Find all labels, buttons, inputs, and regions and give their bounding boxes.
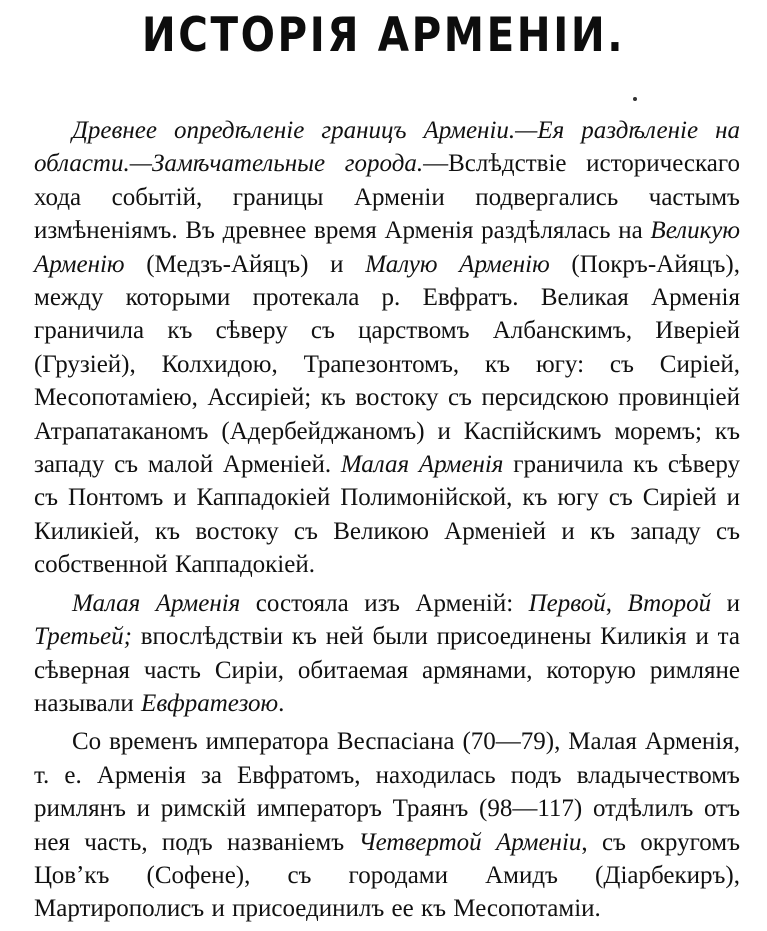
italic-term: Четвертой Арменіи (358, 828, 582, 856)
italic-term: Малую Арменію (365, 250, 550, 278)
italic-term: Евфратезою (141, 689, 279, 717)
body-text (34, 114, 740, 931)
text-run: состояла изъ Арменій: (240, 589, 529, 617)
italic-term: Великую Арменію (34, 217, 740, 278)
text-run: граничила къ сѣверу съ Понтомъ и Каппадокіей Полимонійской, къ югу съ Сиріей и Киликіей, къ востоку съ Великою Арменіей и къ западу съ собственной Каппадокіей. (34, 451, 740, 579)
text-run: Со временъ императора Веспасіана (70—79), Малая Арменія, т. е. Арменія за Евфратомъ, находилась подъ владычествомъ римлянъ и римскій императоръ Траянъ (98—117) отдѣлилъ отъ нея часть, подъ названіемъ (34, 728, 740, 856)
page-title: ИСТОРІЯ АРМЕНІИ. (141, 8, 626, 63)
print-speck (633, 97, 637, 101)
paragraph-2 (34, 587, 740, 721)
paragraph-1 (34, 114, 740, 582)
text-run: (Медзъ-Айяцъ) и (124, 250, 366, 278)
paragraph-heading: Древнее опредѣленіе границъ Арменіи.—Ея раздѣленіе на области.—Замѣчательные города. (34, 117, 740, 178)
text-run: . (278, 689, 285, 717)
text-run: , (605, 589, 628, 617)
text-run: (Покръ-Айяцъ), между которыми протекала р. Евфратъ. Великая Арменія граничила къ сѣверу съ царствомъ Албанскимъ, Иверіей (Грузіей), Колхидою, Трапезонтомъ, къ югу: съ Сиріей, Месопотаміею, Ассиріей; къ востоку съ персидскою провинціей Атрапатаканомъ (Адербейджаномъ) и Каспійскимъ моремъ; къ западу съ малой Арменіей. (34, 250, 740, 479)
text-run: впослѣдствіи къ ней были присоединены Киликія и та сѣверная часть Сиріи, обитаемая армянами, которую римляне называли (34, 623, 740, 717)
italic-term: Малая Арменія (72, 589, 241, 617)
text-run: и (711, 589, 740, 617)
italic-term: Малая Арменія (340, 451, 504, 479)
text-run: , съ округомъ Цовʼкъ (Софене), съ городами Амидъ (Діарбекиръ), Мартирополисъ и присоединилъ ее къ Месопотаміи. (34, 828, 740, 923)
italic-term: Второй (627, 589, 712, 617)
italic-term: Первой (528, 589, 606, 617)
text-run: —Вслѣдствіе историческаго хода событій, границы Арменіи подвергались частымъ измѣненіямъ. Въ древнее время Арменія раздѣлялась на (34, 150, 740, 245)
paragraph-3 (34, 725, 740, 925)
italic-term: Третьей; (34, 623, 132, 651)
